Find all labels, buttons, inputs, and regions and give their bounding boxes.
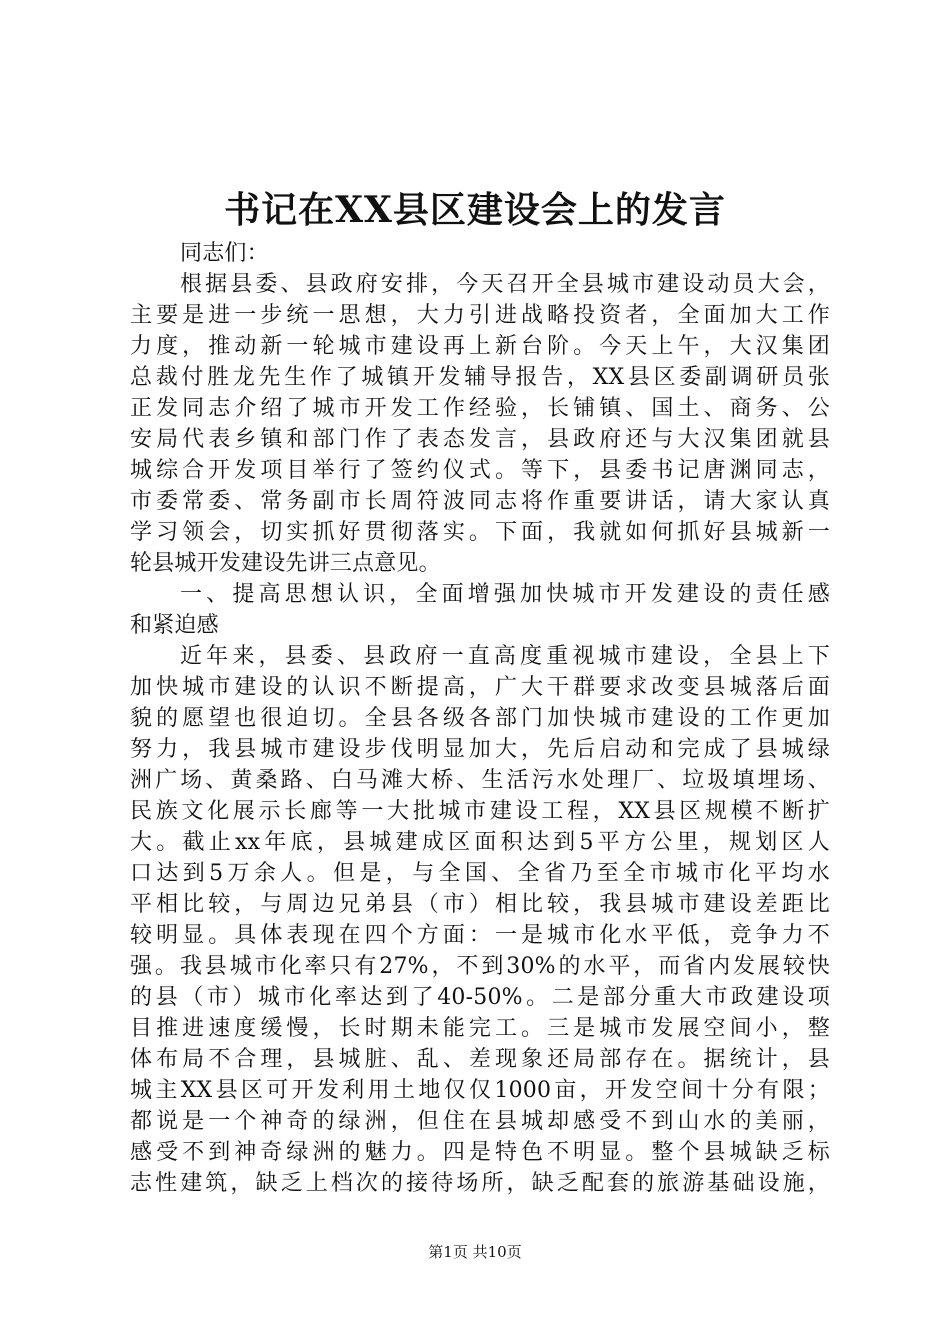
page-footer: 第1页 共10页 [428, 1243, 522, 1261]
text-line: 洲广场、黄桑路、白马滩大桥、生活污水处理厂、垃圾填埋场、 [130, 768, 830, 793]
text-line: 貌的愿望也很迫切。全县各级各部门加快城市建设的工作更加 [130, 706, 830, 731]
text-line: 力度，推动新一轮城市建设再上新台阶。今天上午，大汉集团 [130, 334, 830, 359]
text-line: 加快城市建设的认识不断提高，广大干群要求改变县城落后面 [130, 675, 830, 700]
text-line: 根据县委、县政府安排，今天召开全县城市建设动员大会， [180, 272, 830, 297]
text-line: 大。截止xx年底，县城建成区面积达到5平方公里，规划区人 [130, 830, 830, 855]
text-line: 体布局不合理，县城脏、乱、差现象还局部存在。据统计，县 [130, 1047, 830, 1072]
document-title: 书记在XX县区建设会上的发言 [224, 189, 726, 231]
text-line: 轮县城开发建设先讲三点意见。 [130, 551, 441, 576]
text-line: 总裁付胜龙先生作了城镇开发辅导报告，XX县区委副调研员张 [130, 365, 830, 390]
text-line: 市委常委、常务副市长周符波同志将作重要讲话，请大家认真 [130, 489, 830, 514]
text-line: 平相比较，与周边兄弟县（市）相比较，我县城市建设差距比 [130, 892, 830, 917]
text-line: 正发同志介绍了城市开发工作经验，长铺镇、国土、商务、公 [130, 396, 830, 421]
text-line: 安局代表乡镇和部门作了表态发言，县政府还与大汉集团就县 [130, 427, 830, 452]
text-line: 城主XX县区可开发利用土地仅仅1000亩，开发空间十分有限； [130, 1078, 830, 1103]
text-line: 近年来，县委、县政府一直高度重视城市建设，全县上下 [180, 644, 830, 669]
text-line: 主要是进一步统一思想，大力引进战略投资者，全面加大工作 [130, 303, 830, 328]
text-line: 较明显。具体表现在四个方面：一是城市化水平低，竞争力不 [130, 923, 830, 948]
text-line: 志性建筑，缺乏上档次的接待场所，缺乏配套的旅游基础设施， [130, 1171, 830, 1196]
text-line: 强。我县城市化率只有27%，不到30%的水平，而省内发展较快 [130, 954, 830, 979]
text-line: 民族文化展示长廊等一大批城市建设工程，XX县区规模不断扩 [130, 799, 830, 824]
text-line: 学习领会，切实抓好贯彻落实。下面，我就如何抓好县城新一 [130, 520, 830, 545]
text-line: 口达到5万余人。但是，与全国、全省乃至全市城市化平均水 [130, 861, 830, 886]
text-line: 努力，我县城市建设步伐明显加大，先后启动和完成了县城绿 [130, 737, 830, 762]
text-line: 同志们： [180, 241, 269, 266]
text-line: 的县（市）城市化率达到了40-50%。二是部分重大市政建设项 [130, 985, 830, 1010]
section-heading-line: 和紧迫感 [130, 613, 219, 638]
text-line: 城综合开发项目举行了签约仪式。等下，县委书记唐渊同志， [130, 458, 830, 483]
text-line: 目推进速度缓慢，长时期未能完工。三是城市发展空间小，整 [130, 1016, 830, 1041]
text-line: 都说是一个神奇的绿洲，但住在县城却感受不到山水的美丽， [130, 1109, 830, 1134]
text-line: 感受不到神奇绿洲的魅力。四是特色不明显。整个县城缺乏标 [130, 1140, 830, 1165]
section-heading-line: 一、提高思想认识，全面增强加快城市开发建设的责任感 [180, 582, 830, 607]
